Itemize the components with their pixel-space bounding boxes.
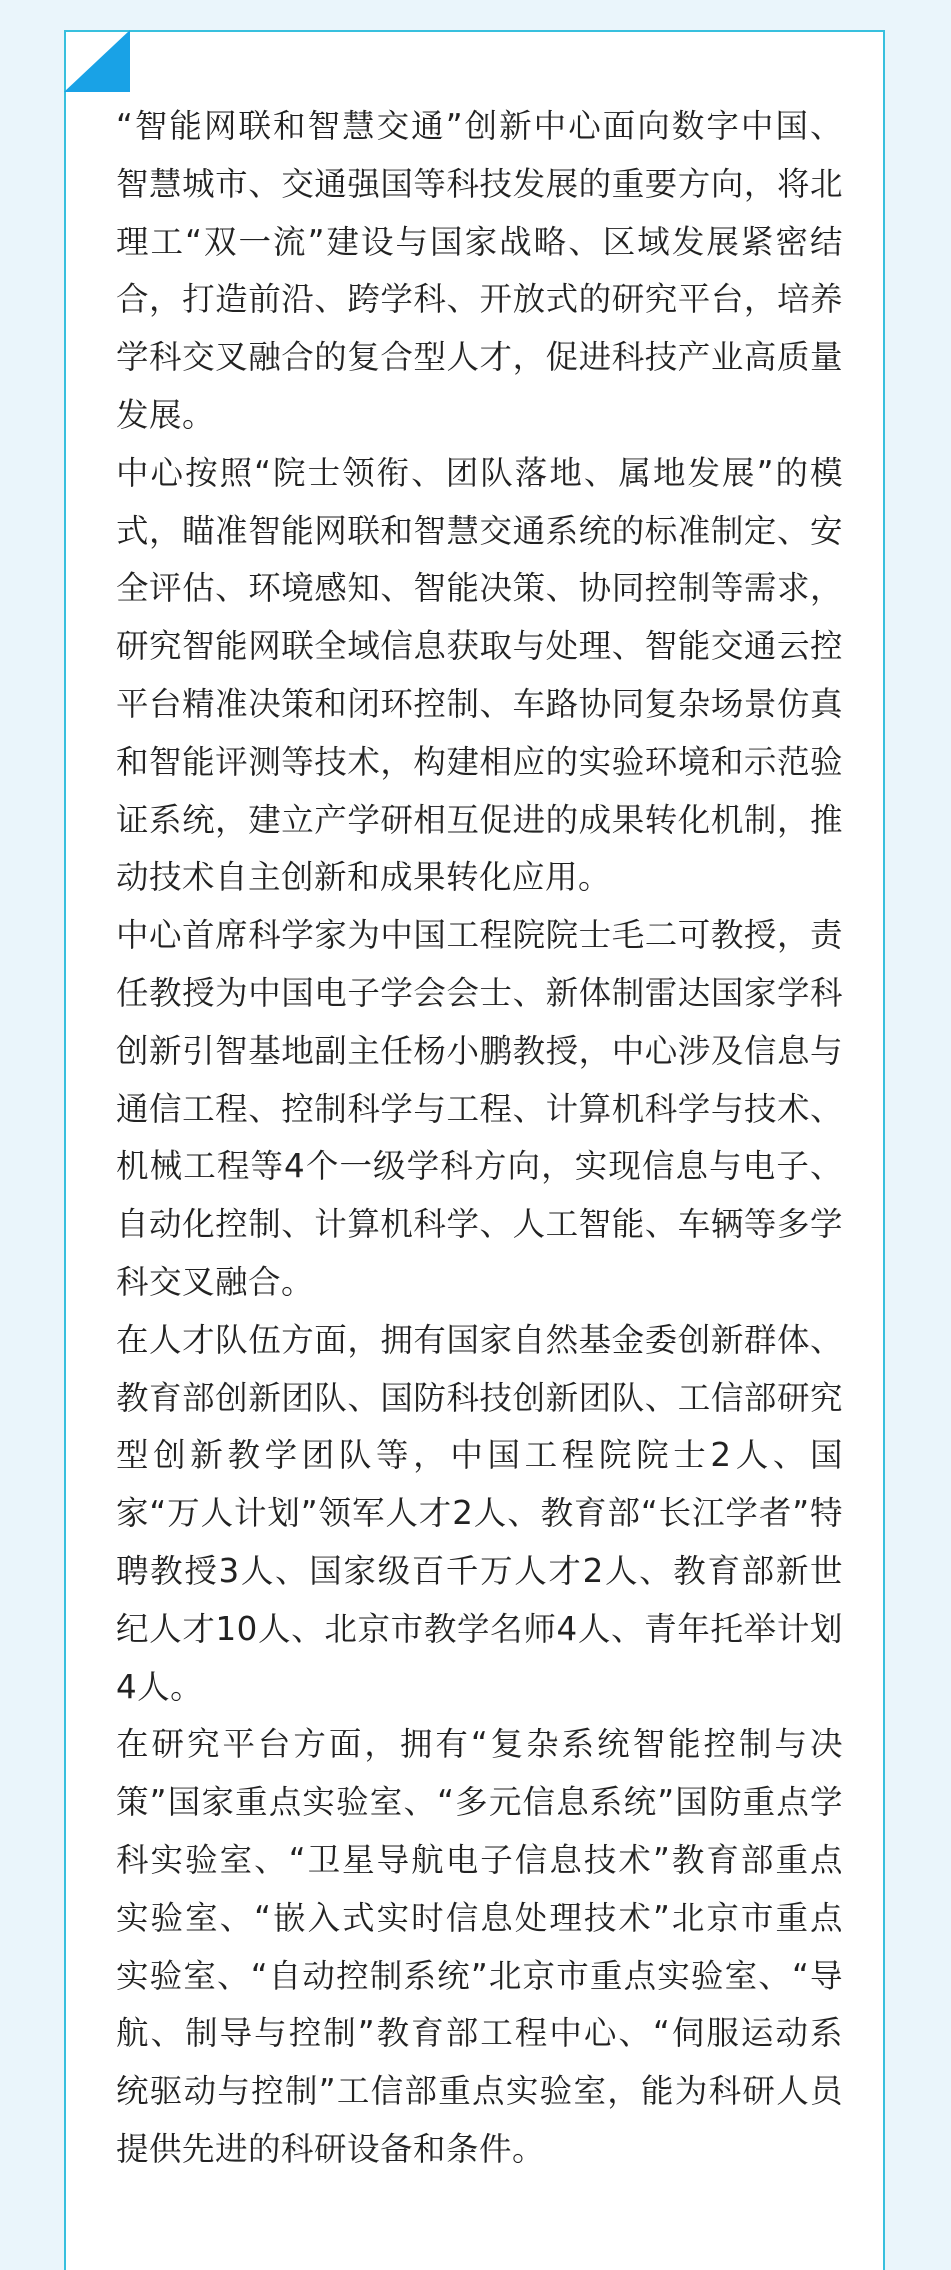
paragraph-intro: “智能网联和智慧交通”创新中心面向数字中国、智慧城市、交通强国等科技发展的重要方向，将北理工“双一流”建设与国家战略、区域发展紧密结合，打造前沿、跨学科、开放式的研究平台，培养学科交叉融合的复合型人才，促进科技产业高质量发展。 [116,107,843,434]
corner-triangle-decoration [64,30,130,92]
paragraph-talent: 在人才队伍方面，拥有国家自然基金委创新群体、教育部创新团队、国防科技创新团队、工信部研究型创新教学团队等，中国工程院院士2人、国家“万人计划”领军人才2人、教育部“长江学者”特聘教授3人、国家级百千万人才2人、教育部新世纪人才10人、北京市教学名师4人、青年托举计划4人。 [116,1320,843,1706]
paragraph-platforms: 在研究平台方面，拥有“复杂系统智能控制与决策”国家重点实验室、“多元信息系统”国防重点学科实验室、“卫星导航电子信息技术”教育部重点实验室、“嵌入式实时信息处理技术”北京市重点实验室、“自动控制系统”北京市重点实验室、“导航、制导与控制”教育部工程中心、“伺服运动系统驱动与控制”工信部重点实验室，能为科研人员提供先进的科研设备和条件。 [116,1725,843,2168]
paragraph-scientists: 中心首席科学家为中国工程院院士毛二可教授，责任教授为中国电子学会会士、新体制雷达国家学科创新引智基地副主任杨小鹏教授，中心涉及信息与通信工程、控制科学与工程、计算机科学与技术、机械工程等4个一级学科方向，实现信息与电子、自动化控制、计算机科学、人工智能、车辆等多学科交叉融合。 [116,916,843,1301]
paragraph-model: 中心按照“院士领衔、团队落地、属地发展”的模式，瞄准智能网联和智慧交通系统的标准制定、安全评估、环境感知、智能决策、协同控制等需求，研究智能网联全域信息获取与处理、智能交通云控平台精准决策和闭环控制、车路协同复杂场景仿真和智能评测等技术，构建相应的实验环境和示范验证系统，建立产学研相互促进的成果转化机制，推动技术自主创新和成果转化应用。 [116,453,843,897]
article-body [116,98,843,2179]
